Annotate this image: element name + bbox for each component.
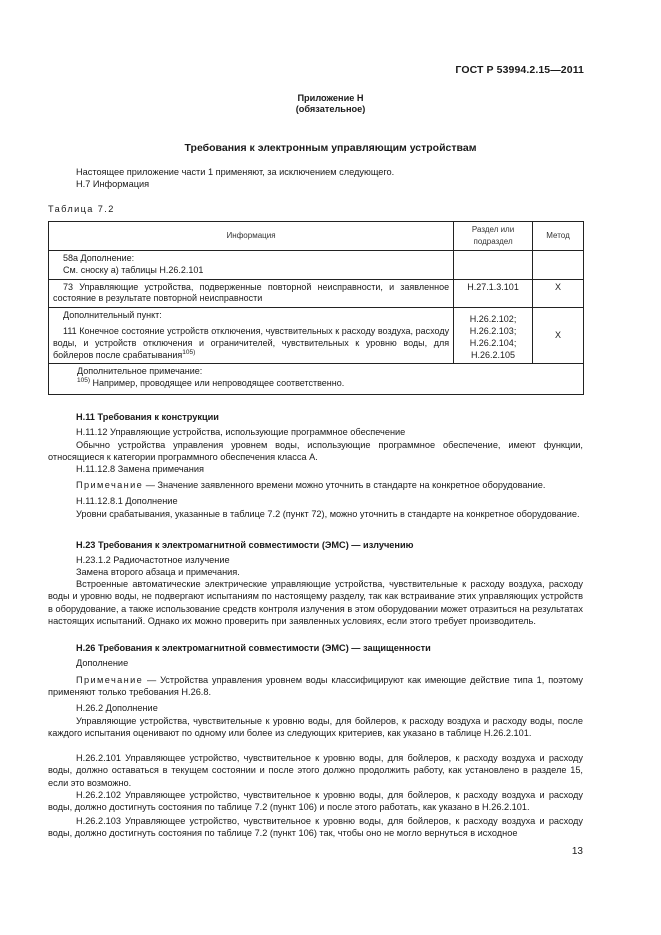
row3-text: 111 Конечное состояние устройств отключения, чувствительных к расходу воздуха, расходу воды, и устройств отключения и ограничителей, чувствительных к уровню воды, для бойлеров после срабатывания bbox=[53, 325, 450, 360]
s11-sub3: Н.11.12.8.1 Дополнение bbox=[76, 496, 178, 506]
s26-heading: Н.26 Требования к электромагнитной совместимости (ЭМС) — защищенности bbox=[76, 643, 431, 653]
s11-para2: Уровни срабатывания, указанные в таблице 7.2 (пункт 72), можно уточнить в стандарте на конкретное оборудование. bbox=[76, 509, 580, 519]
s11-note-text: — Значение заявленного времени можно уточнить в стандарте на конкретное оборудование. bbox=[143, 480, 546, 490]
row1-line1: 58а Дополнение: bbox=[63, 253, 135, 263]
s23-line: Замена второго абзаца и примечания. bbox=[76, 567, 240, 577]
row2-method: X bbox=[533, 279, 584, 308]
note-footnote-mark: 105) bbox=[77, 377, 91, 385]
row3-section-2: Н.26.2.103; bbox=[469, 325, 517, 336]
row1-line2: См. сноску а) таблицы Н.26.2.101 bbox=[63, 264, 204, 275]
information-table bbox=[48, 221, 584, 395]
header-section: Раздел или подраздел bbox=[454, 222, 533, 251]
s26-sub2: Н.26.2 Дополнение bbox=[76, 703, 158, 713]
appendix-title: Приложение Н bbox=[297, 93, 364, 103]
s11-para: Обычно устройства управления уровнем воды, использующие программное обеспечение, имеют функции, относящиеся к категории программного обеспечения класса А. bbox=[48, 440, 583, 463]
table-row bbox=[49, 251, 584, 280]
table-row bbox=[49, 308, 584, 364]
row3-line1: Дополнительный пункт: bbox=[63, 310, 162, 321]
row3-section-4: Н.26.2.105 bbox=[471, 349, 516, 360]
s23-para: Встроенные автоматические электрические управляющие устройства, чувствительные к расходу воздуха, расходу воды и уровню воды, не подвергают испытаниям по настоящему разделу, так как встраивание этих управляющих устройств в оборудование, а также использование средств контроля излучения в этом оборудовании может отразиться на результатах настоящих испытаний. Однако их можно проверить при заявленных условиях, если этого требует производитель. bbox=[48, 579, 583, 626]
row3-method: X bbox=[533, 308, 584, 364]
s23-sub: Н.23.1.2 Радиочастотное излучение bbox=[76, 555, 230, 565]
header-method: Метод bbox=[533, 222, 584, 251]
appendix-subtitle: (обязательное) bbox=[295, 104, 366, 114]
s23-heading: Н.23 Требования к электромагнитной совместимости (ЭМС) — излучению bbox=[76, 540, 414, 550]
standard-header: ГОСТ Р 53994.2.15—2011 bbox=[455, 64, 584, 76]
row2-section: Н.27.1.3.101 bbox=[454, 279, 533, 308]
document-title: Требования к электронным управляющим устройствам bbox=[184, 142, 477, 154]
table-caption: Таблица 7.2 bbox=[48, 204, 115, 214]
table-note-row bbox=[49, 364, 584, 395]
s26-para2: Н.26.2.101 Управляющее устройство, чувствительное к уровню воды, для бойлеров, к расходу воздуха и расходу воды, должно оставаться в текущем состоянии и после этого должно продолжить работу, как установлено в разделе 15, если это возможно. bbox=[48, 753, 583, 788]
s26-sub: Дополнение bbox=[76, 658, 129, 668]
table-header-row bbox=[49, 222, 584, 251]
row3-section-1: Н.26.2.102; bbox=[469, 314, 517, 325]
intro-line-1: Настоящее приложение части 1 применяют, за исключением следующего. bbox=[76, 167, 395, 177]
s26-note bbox=[48, 674, 583, 699]
note-line2: Например, проводящее или непроводящее соответственно. bbox=[90, 378, 345, 389]
s11-heading: Н.11 Требования к конструкции bbox=[76, 412, 219, 422]
row2-text: 73 Управляющие устройства, подверженные повторной неисправности, и заявленное состояние в результате повторной неисправности bbox=[49, 279, 454, 308]
s26-para1: Управляющие устройства, чувствительные к уровню воды, для бойлеров, к расходу воздуха и расходу воды, после каждого испытания оценивают по одному или более из следующих критериев, как указано в таблице Н.26.2.101. bbox=[48, 716, 583, 739]
row3-section-3: Н.26.2.104; bbox=[469, 337, 517, 348]
header-information: Информация bbox=[49, 222, 454, 251]
s11-note-label: Примечание bbox=[76, 480, 144, 490]
s26-note-text: — Устройства управления уровнем воды классифицируют как имеющие действие типа 1, поэтому применяют только требования Н.26.8. bbox=[48, 675, 583, 698]
s26-para3: Н.26.2.102 Управляющее устройство, чувствительное к уровню воды, для бойлеров, к расходу воздуха и расходу воды, должно достигнуть состояния по таблице 7.2 (пункт 106) и после этого работать, как указано в Н.26.2.101. bbox=[48, 790, 583, 813]
table-row bbox=[49, 279, 584, 308]
s26-note-label: Примечание bbox=[76, 675, 144, 685]
row3-footnote-ref: 105) bbox=[182, 348, 196, 356]
note-line1: Дополнительное примечание: bbox=[77, 366, 203, 377]
intro-line-2: Н.7 Информация bbox=[76, 179, 150, 189]
s26-para4: Н.26.2.103 Управляющее устройство, чувствительное к уровню воды, для бойлеров, к расходу воздуха и расходу воды, должно достигнуть состояния по таблице 7.2 (пункт 106) так, чтобы оно не могло вернуться в исходное bbox=[48, 816, 583, 839]
s11-sub2: Н.11.12.8 Замена примечания bbox=[76, 464, 204, 474]
s11-note bbox=[76, 479, 545, 491]
page-number: 13 bbox=[571, 846, 583, 857]
s11-sub: Н.11.12 Управляющие устройства, использующие программное обеспечение bbox=[76, 427, 406, 437]
